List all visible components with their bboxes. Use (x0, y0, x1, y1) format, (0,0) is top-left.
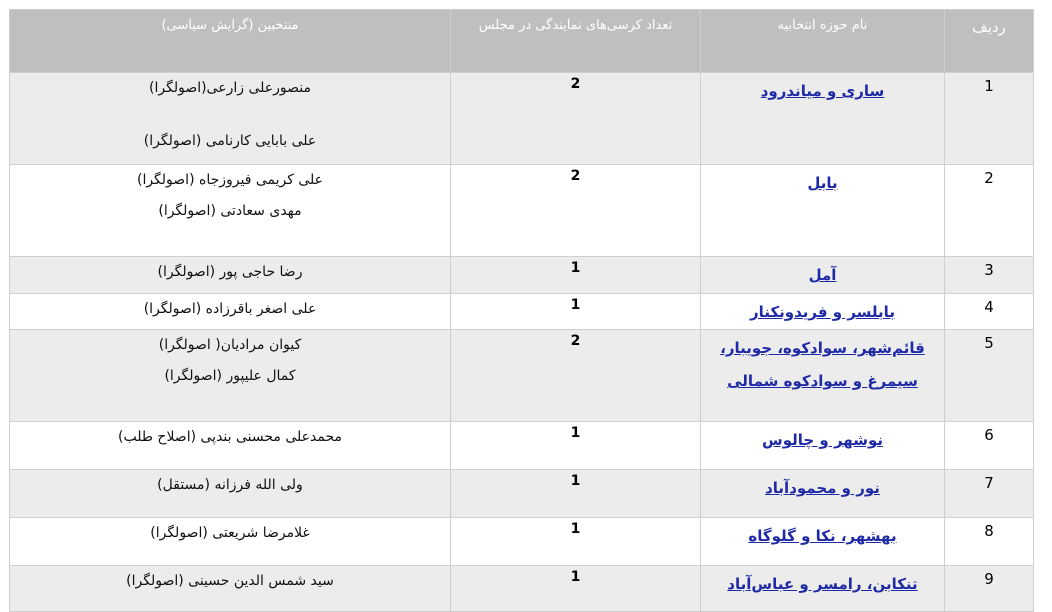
district-link[interactable]: تنکابن، رامسر و عباس‌آباد (727, 575, 918, 593)
district-link[interactable]: بابلسر و فریدونکنار (750, 303, 895, 321)
representative: مهدی سعادتی (اصولگرا) (158, 203, 302, 219)
district-cell (701, 518, 945, 566)
table-row (10, 73, 1034, 165)
table-row (10, 294, 1034, 330)
district-cell (701, 165, 945, 257)
reps-cell (10, 566, 451, 612)
row-number: 5 (945, 330, 1034, 422)
seats-cell: 2 (451, 73, 701, 165)
table-row (10, 330, 1034, 422)
reps-cell (10, 518, 451, 566)
row-number: 6 (945, 422, 1034, 470)
reps-cell (10, 470, 451, 518)
seats-cell: 1 (451, 422, 701, 470)
row-number: 9 (945, 566, 1034, 612)
seats-cell: 1 (451, 518, 701, 566)
district-link[interactable]: ساری و میاندرود (760, 82, 885, 100)
seats-cell: 1 (451, 257, 701, 294)
representative: کیوان مرادیان( اصولگرا) (158, 337, 302, 353)
representative: منصورعلی زارعی(اصولگرا) (149, 80, 311, 96)
district-cell (701, 566, 945, 612)
header-representatives: منتخبین (گرایش سیاسی) (10, 10, 451, 73)
district-cell (701, 257, 945, 294)
representative: علی کریمی فیروزجاه (اصولگرا) (136, 172, 324, 188)
representative: علی بابایی کارنامی (اصولگرا) (143, 133, 317, 149)
table-row (10, 518, 1034, 566)
row-number: 1 (945, 73, 1034, 165)
table-row (10, 165, 1034, 257)
table-header-row (10, 10, 1034, 73)
district-cell (701, 422, 945, 470)
table-row (10, 470, 1034, 518)
seats-cell: 1 (451, 470, 701, 518)
table-row (10, 257, 1034, 294)
district-link-line: سیمرغ و سوادکوه شمالی (727, 372, 918, 390)
reps-cell (10, 422, 451, 470)
representative: محمدعلی محسنی بندپی (اصلاح طلب) (117, 429, 342, 445)
representative: غلامرضا شریعتی (اصولگرا) (150, 525, 310, 541)
district-link[interactable]: بابل (807, 174, 838, 192)
reps-cell (10, 330, 451, 422)
row-number: 4 (945, 294, 1034, 330)
representative: علی اصغر باقرزاده (اصولگرا) (143, 301, 317, 317)
reps-cell (10, 165, 451, 257)
district-cell (701, 294, 945, 330)
row-number: 3 (945, 257, 1034, 294)
row-number: 8 (945, 518, 1034, 566)
election-results-table (9, 9, 1034, 612)
seats-cell: 1 (451, 294, 701, 330)
representative: سید شمس الدین حسینی (اصولگرا) (126, 573, 334, 589)
header-seats: تعداد کرسی‌های نمایندگی در مجلس (451, 10, 701, 73)
district-link[interactable]: نور و محمودآباد (765, 479, 880, 497)
seats-cell: 2 (451, 165, 701, 257)
representative: ولی الله فرزانه (مستقل) (157, 477, 303, 493)
district-link-line: قائم‌شهر، سوادکوه، جویبار، (720, 339, 925, 357)
district-link[interactable]: بهشهر، نکا و گلوگاه (748, 527, 897, 545)
district-cell (701, 470, 945, 518)
header-row-number: ردیف (945, 10, 1034, 73)
table-row (10, 566, 1034, 612)
district-link[interactable] (720, 332, 925, 398)
district-link[interactable]: آمل (808, 266, 837, 284)
row-number: 7 (945, 470, 1034, 518)
reps-cell (10, 294, 451, 330)
representative: رضا حاجی پور (اصولگرا) (157, 264, 303, 280)
district-cell (701, 330, 945, 422)
table-row (10, 422, 1034, 470)
district-cell (701, 73, 945, 165)
results-table-container (9, 9, 1034, 612)
reps-cell (10, 257, 451, 294)
reps-cell (10, 73, 451, 165)
seats-cell: 1 (451, 566, 701, 612)
district-link[interactable]: نوشهر و چالوس (762, 431, 883, 449)
header-district: نام حوزه انتخابیه (701, 10, 945, 73)
row-number: 2 (945, 165, 1034, 257)
seats-cell: 2 (451, 330, 701, 422)
representative: کمال علیپور (اصولگرا) (164, 368, 296, 384)
